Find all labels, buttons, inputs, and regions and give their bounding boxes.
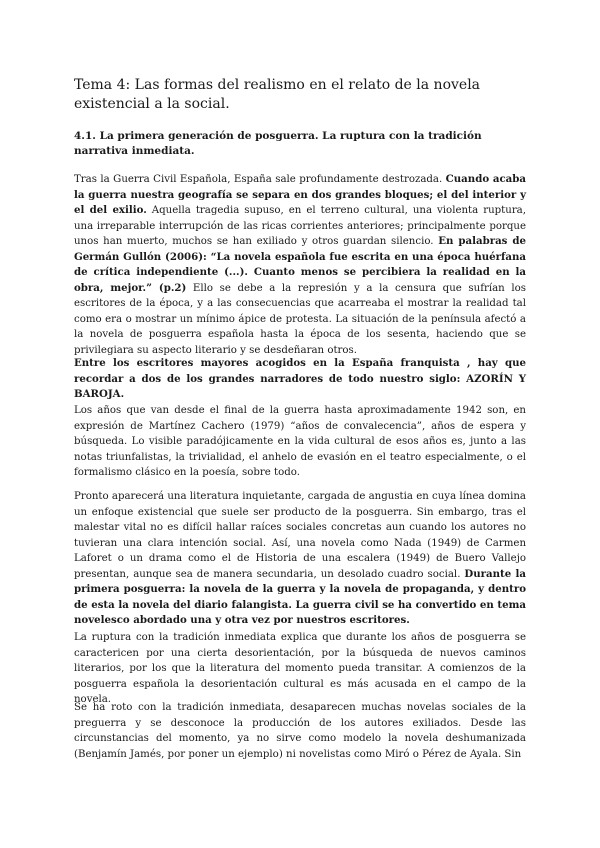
paragraph-4 xyxy=(74,489,526,629)
paragraph-5: La ruptura con la tradición inmediata explica que durante los años de posguerra se caractericen por una cierta desorientación, por la búsqueda de nuevos caminos literarios, por los que la literatura del momento pueda transitar. A comienzos de la posguerra española la desorientación cultural es más acusada en el campo de la novela. xyxy=(74,632,526,705)
paragraph-1 xyxy=(74,172,526,358)
paragraph-1-quote: En palabras de Germán Gullón (2006): “La novela española fue escrita en una época huérfana de crítica independiente (...). Cuanto menos se percibiera la realidad en la obra, mejor.” (p.2) xyxy=(74,235,526,294)
paragraph-2-emphasis: Entre los escritores mayores acogidos en la España franquista , hay que recordar a dos de los grandes narradores de todo nuestro siglo: AZORÍN Y BAROJA. xyxy=(74,357,526,400)
paragraph-1-text: Ello se debe a la represión y a la censura que sufrían los escritores de la época, y a las consecuencias que acarreaba el mostrar la realidad tal como era o mostrar un mínimo ápice de protesta. La situación de la península afectó a la novela de posguerra española hasta la época de los sesenta, haciendo que se privilegiara su aspecto literario y se desdeñaran otros. xyxy=(74,282,526,356)
paragraph-4-emphasis: Durante la primera posguerra: la novela de la guerra y la novela de propaganda, y dentro de esta la novela del diario falangista. La guerra civil se ha convertido en tema novelesco abordado una y otra vez por nuestros escritores. xyxy=(74,567,526,626)
paragraph-6: Se ha roto con la tradición inmediata, desaparecen muchas novelas sociales de la preguerra y se desconoce la producción de los autores exiliados. Desde las circunstancias del momento, ya no sirve como modelo la novela deshumanizada (Benjamín Jamés, por poner un ejemplo) ni novelistas como Miró o Pérez de Ayala. Sin xyxy=(74,702,526,760)
section-heading: 4.1. La primera generación de posguerra. La ruptura con la tradición narrativa inmediata. xyxy=(74,130,482,157)
paragraph-2 xyxy=(74,356,526,403)
paragraph-1-text: Aquella tragedia supuso, en el terreno cultural, una violenta ruptura, una irreparable interrupción de las ricas corrientes anteriores; principalmente porque unos han muerto, muchos se han exiliado y otros guardan silencio. xyxy=(74,205,526,247)
paragraph-4-text: Pronto aparecerá una literatura inquietante, cargada de angustia en cuya línea domina un enfoque existencial que suele ser producto de la posguerra. Sin embargo, tras el malestar vital no es difícil hallar raíces sociales concretas aun cuando los autores no tuvieran una clara intención social. Así, una novela como Nada (1949) de Carmen Laforet o un drama como el de Historia de una escalera (1949) de Buero Vallejo presentan, aunque sea de manera secundaria, un desolado cuadro social. xyxy=(74,491,527,580)
paragraph-1-emphasis: Cuando acaba la guerra nuestra geografía se separa en dos grandes bloques; el del interior y el del exilio. xyxy=(74,173,526,216)
paragraph-1-text: Tras la Guerra Civil Española, España sale profundamente destrozada. xyxy=(74,174,446,185)
paragraph-3: Los años que van desde el final de la guerra hasta aproximadamente 1942 son, en expresión de Martínez Cachero (1979) “años de convalecencia”, años de espera y búsqueda. Lo visible paradójicamente en la vida cultural de esos años es, junto a las notas triunfalistas, la trivialidad, el anhelo de evasión en el teatro especialmente, o el formalismo clásico en la poesía, sobre todo. xyxy=(74,405,526,478)
page-title: Tema 4: Las formas del realismo en el relato de la novela existencial a la social. xyxy=(74,77,481,112)
